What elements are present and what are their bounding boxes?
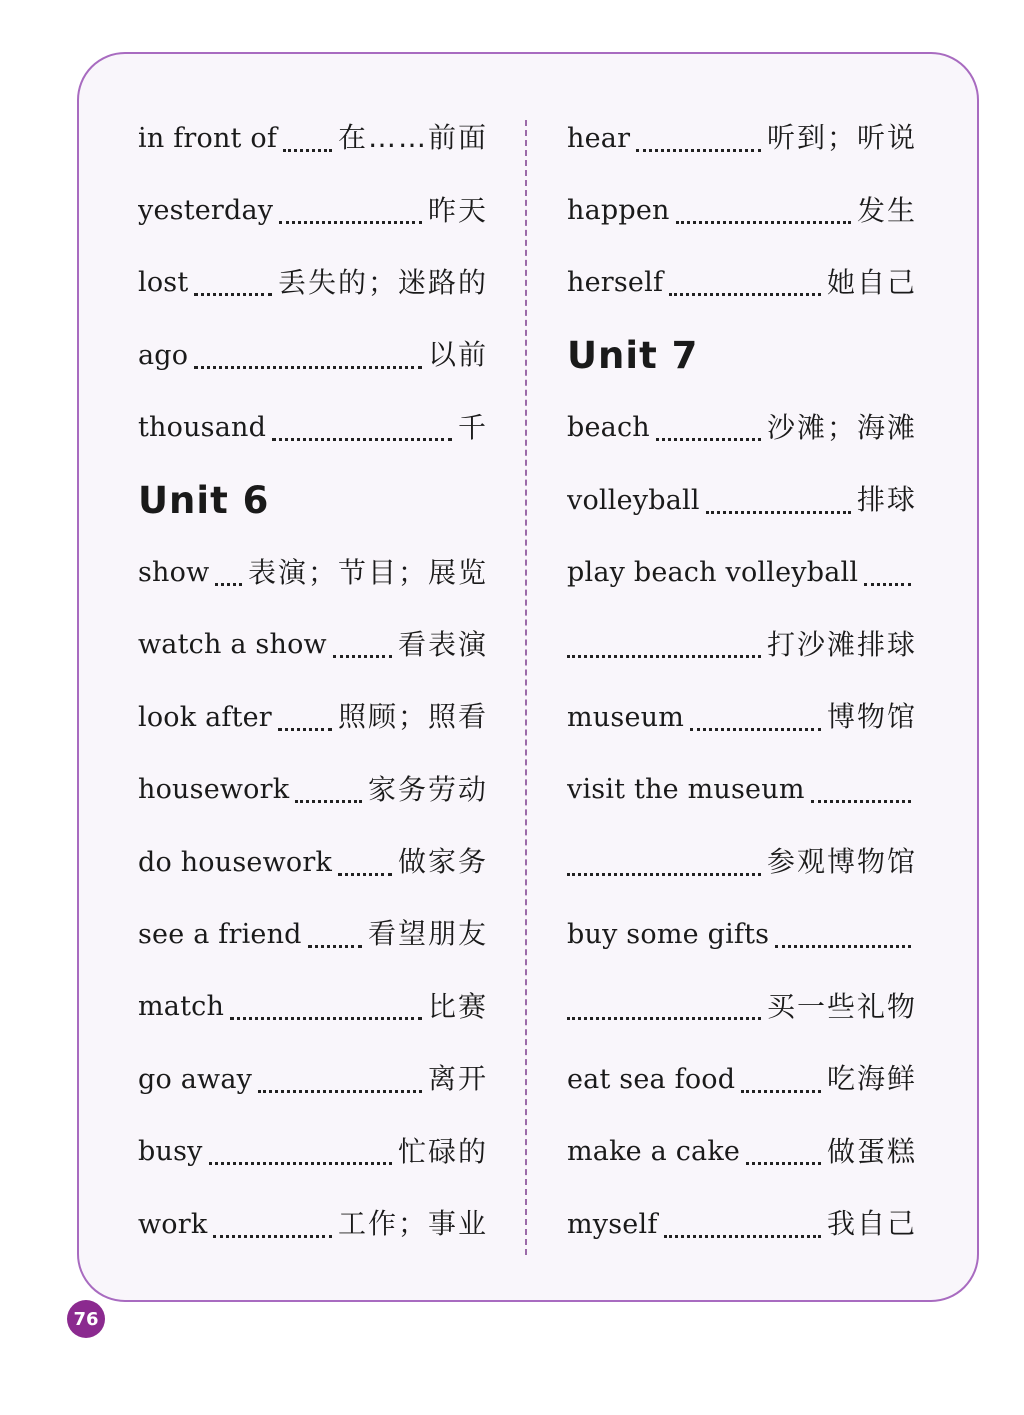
vocab-entry (567, 1115, 917, 1187)
dot-leader (338, 867, 392, 876)
chinese-meaning: 在……前面 (337, 121, 488, 155)
vocab-entry (567, 609, 917, 681)
page-number-badge: 76 (67, 1300, 105, 1338)
english-term: thousand (138, 412, 267, 444)
dot-leader (636, 143, 761, 152)
dot-leader (864, 577, 911, 586)
english-term: show (138, 557, 210, 589)
vocab-entry (138, 754, 488, 826)
left-column (138, 102, 488, 1260)
chinese-meaning: 丢失的；迷路的 (277, 265, 488, 299)
english-term: hear (567, 122, 631, 154)
dot-leader (194, 287, 272, 296)
dot-leader (676, 215, 851, 224)
vocab-entry (138, 102, 488, 174)
dot-leader (669, 287, 821, 296)
vocab-entry (138, 971, 488, 1043)
dot-leader (278, 722, 332, 731)
english-term: busy (138, 1136, 203, 1168)
english-term: lost (138, 267, 189, 299)
dot-leader (308, 939, 362, 948)
english-term: visit the museum (567, 774, 805, 806)
vocab-entry (138, 392, 488, 464)
vocab-entry (567, 681, 917, 753)
vocab-entry (567, 754, 917, 826)
dot-leader (209, 1156, 392, 1165)
english-term: match (138, 991, 225, 1023)
english-term: housework (138, 774, 290, 806)
dot-leader (283, 143, 332, 152)
chinese-meaning: 家务劳动 (367, 772, 488, 806)
english-term: do housework (138, 846, 333, 878)
unit-heading: Unit 6 (138, 478, 270, 522)
right-column (567, 102, 917, 1260)
vocab-entry (138, 247, 488, 319)
english-term: watch a show (138, 629, 327, 661)
chinese-meaning: 博物馆 (826, 700, 917, 734)
chinese-meaning: 忙碌的 (397, 1134, 488, 1168)
vocab-entry (567, 102, 917, 174)
dot-leader (690, 722, 821, 731)
english-term: see a friend (138, 918, 302, 950)
chinese-meaning: 工作；事业 (337, 1207, 488, 1241)
vocab-entry (138, 826, 488, 898)
dot-leader (775, 939, 911, 948)
vocab-entry (138, 174, 488, 246)
chinese-meaning: 发生 (856, 193, 917, 227)
dot-leader (567, 1011, 761, 1020)
english-term: volleyball (567, 484, 700, 516)
dot-leader (272, 432, 452, 441)
english-term: myself (567, 1208, 658, 1240)
chinese-meaning: 做家务 (397, 845, 488, 879)
vocab-entry (138, 609, 488, 681)
chinese-meaning: 离开 (427, 1062, 488, 1096)
dot-leader (656, 432, 761, 441)
vocab-entry (138, 681, 488, 753)
vocab-entry (567, 464, 917, 536)
dot-leader (567, 867, 761, 876)
english-term: museum (567, 701, 685, 733)
chinese-meaning: 她自己 (826, 265, 917, 299)
vocab-entry (138, 1188, 488, 1260)
chinese-meaning: 照顾；照看 (337, 700, 488, 734)
chinese-meaning: 做蛋糕 (826, 1134, 917, 1168)
dot-leader (811, 794, 911, 803)
dot-leader (706, 505, 851, 514)
vocab-entry (138, 536, 488, 608)
dot-leader (279, 215, 422, 224)
dot-leader (333, 649, 392, 658)
english-term: herself (567, 267, 664, 299)
english-term: work (138, 1208, 208, 1240)
vocab-entry (567, 1188, 917, 1260)
vocab-entry (138, 319, 488, 391)
dot-leader (664, 1229, 821, 1238)
english-term: go away (138, 1063, 253, 1095)
column-divider (525, 120, 527, 1255)
dot-leader (215, 577, 242, 586)
vocab-entry (567, 898, 917, 970)
vocab-entry (567, 971, 917, 1043)
chinese-meaning: 买一些礼物 (766, 989, 917, 1023)
vocab-entry (138, 1043, 488, 1115)
chinese-meaning: 昨天 (427, 193, 488, 227)
vocab-entry (138, 1115, 488, 1187)
english-term: yesterday (138, 195, 274, 227)
chinese-meaning: 比赛 (427, 989, 488, 1023)
dot-leader (194, 360, 422, 369)
chinese-meaning: 排球 (856, 483, 917, 517)
english-term: make a cake (567, 1136, 741, 1168)
vocab-entry (567, 174, 917, 246)
chinese-meaning: 听到；听说 (766, 121, 917, 155)
english-term: look after (138, 701, 272, 733)
english-term: eat sea food (567, 1063, 736, 1095)
chinese-meaning: 表演；节目；展览 (247, 555, 488, 589)
english-term: beach (567, 412, 650, 444)
dot-leader (213, 1229, 332, 1238)
chinese-meaning: 参观博物馆 (766, 845, 917, 879)
dot-leader (741, 1084, 821, 1093)
dot-leader (746, 1156, 821, 1165)
dot-leader (258, 1084, 422, 1093)
vocab-entry (567, 826, 917, 898)
chinese-meaning: 看望朋友 (367, 917, 488, 951)
vocab-entry (567, 392, 917, 464)
chinese-meaning: 打沙滩排球 (766, 627, 917, 661)
english-term: ago (138, 339, 189, 371)
chinese-meaning: 吃海鲜 (826, 1062, 917, 1096)
chinese-meaning: 沙滩；海滩 (766, 410, 917, 444)
chinese-meaning: 千 (457, 410, 488, 444)
chinese-meaning: 以前 (427, 338, 488, 372)
vocab-entry (567, 536, 917, 608)
english-term: happen (567, 195, 670, 227)
unit-heading: Unit 7 (567, 333, 699, 377)
chinese-meaning: 我自己 (826, 1207, 917, 1241)
chinese-meaning: 看表演 (397, 627, 488, 661)
vocab-entry (567, 247, 917, 319)
english-term: in front of (138, 122, 278, 154)
vocab-entry (567, 1043, 917, 1115)
dot-leader (567, 649, 761, 658)
dot-leader (295, 794, 362, 803)
dot-leader (230, 1011, 422, 1020)
english-term: play beach volleyball (567, 557, 859, 589)
vocab-entry (138, 898, 488, 970)
english-term: buy some gifts (567, 918, 770, 950)
